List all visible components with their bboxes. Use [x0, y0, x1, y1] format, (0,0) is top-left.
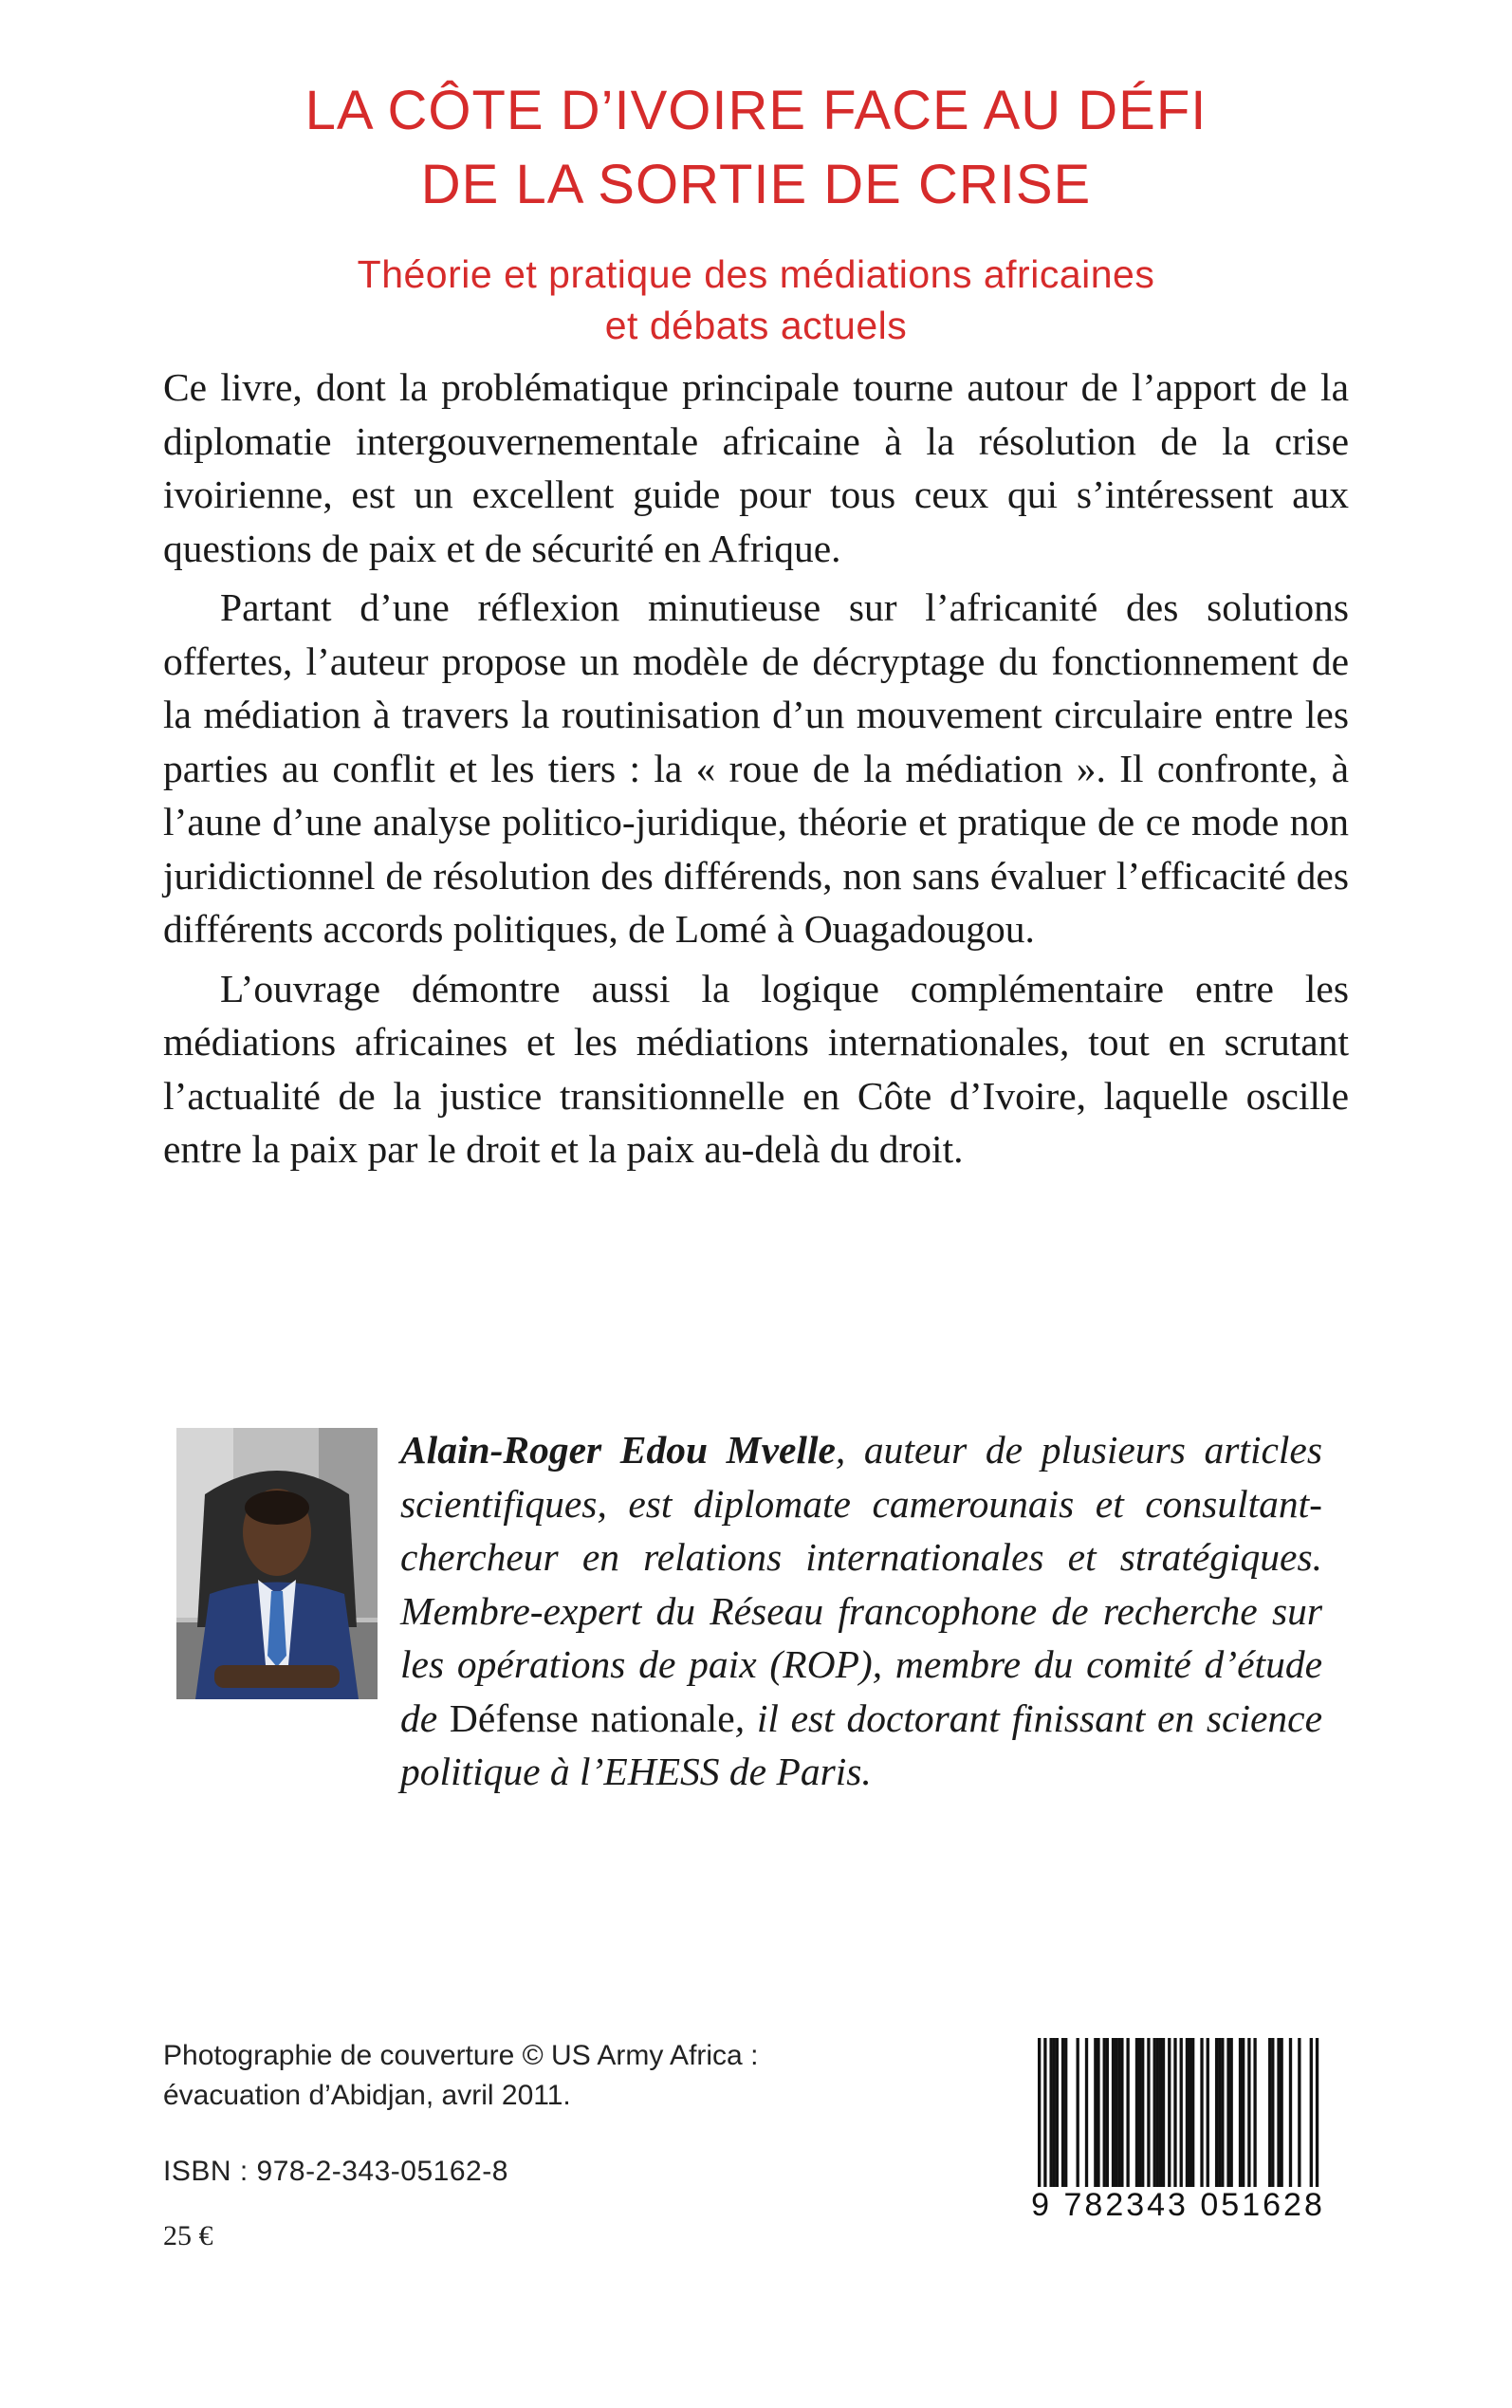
isbn: ISBN : 978-2-343-05162-8: [163, 2156, 508, 2187]
barcode-bar: [1056, 2038, 1059, 2190]
barcode-bar: [1268, 2038, 1271, 2190]
barcode-bar: [1162, 2038, 1165, 2190]
bio-text-2: , il est doctorant finissant en science politique à l’EHESS de Paris.: [400, 1695, 1322, 1793]
barcode-bar: [1135, 2038, 1138, 2190]
title-line-2: DE LA SORTIE DE CRISE: [420, 154, 1092, 215]
barcode-bar: [1316, 2038, 1318, 2209]
barcode-bar: [1097, 2038, 1099, 2190]
barcode-bar: [1038, 2038, 1041, 2209]
barcode-bar: [1310, 2038, 1313, 2209]
price: 25 €: [163, 2220, 213, 2251]
barcode-bar: [1043, 2038, 1046, 2209]
barcode-bar: [1200, 2038, 1203, 2190]
barcode-bar: [1120, 2038, 1123, 2190]
blurb-paragraph-1: Ce livre, dont la problématique principale tourne autour de l’apport de la diplomatie intergouvernementale africaine à la résolution de la crise ivoirienne, est un excellent guide pour tous ceux qui s’intéressent aux questions de paix et de sécurité en Afrique.: [163, 365, 1349, 570]
photo-credit: [163, 2036, 758, 2116]
barcode-bar: [1277, 2038, 1280, 2190]
barcode-bar: [1247, 2038, 1250, 2190]
barcode-bar: [1226, 2038, 1229, 2190]
barcode-bar: [1230, 2038, 1233, 2190]
subtitle-line-1: Théorie et pratique des médiations africaines: [357, 252, 1155, 296]
barcode-bar: [1053, 2038, 1056, 2190]
barcode-bar: [1289, 2038, 1292, 2190]
barcode-bar: [1085, 2038, 1088, 2190]
barcode-bar: [1253, 2038, 1256, 2190]
barcode-bar: [1147, 2038, 1150, 2190]
barcode-bar: [1189, 2038, 1191, 2190]
barcode-bar: [1141, 2038, 1144, 2190]
blurb-paragraph-3: L’ouvrage démontre aussi la logique complémentaire entre les médiations africaines et les médiations internationales, tout en scrutant l’actualité de la justice transitionnelle en Côte d’Ivoire, laquelle oscille entre la paix par le droit et la paix au-delà du droit.: [163, 966, 1349, 1171]
bio-text-upright: Défense nationale: [449, 1695, 735, 1740]
author-name: Alain-Roger Edou Mvelle: [400, 1428, 836, 1472]
barcode-bar: [1077, 2038, 1079, 2190]
barcode-bar: [1218, 2038, 1221, 2190]
barcode-bar: [1094, 2038, 1097, 2190]
barcode-bar: [1153, 2038, 1156, 2190]
barcode-bar: [1242, 2038, 1245, 2190]
barcode-bar: [1173, 2038, 1176, 2209]
barcode-bar: [1271, 2038, 1274, 2190]
barcode-bar: [1106, 2038, 1109, 2190]
barcode-bar: [1280, 2038, 1282, 2190]
barcode-bar: [1103, 2038, 1106, 2190]
barcode-bar: [1049, 2038, 1052, 2190]
author-bio: [163, 1423, 1322, 1799]
subtitle-line-2: et débats actuels: [604, 304, 908, 347]
barcode-bar: [1156, 2038, 1159, 2190]
barcode-bar: [1168, 2038, 1171, 2190]
photo-float-spacer: [163, 1423, 400, 1746]
barcode-bar: [1207, 2038, 1209, 2190]
blurb: [163, 361, 1349, 1182]
barcode-bar: [1117, 2038, 1120, 2190]
barcode-bar: [1215, 2038, 1218, 2190]
book-subtitle: [0, 249, 1512, 351]
blurb-paragraph-2: Partant d’une réflexion minutieuse sur l’africanité des solutions offertes, l’auteur propose un modèle de décryptage du fonctionnement de la médiation à travers la routinisation d’un mouvement circulaire entre les parties au conflit et les tiers : la « roue de la médiation ». Il confronte, à l’aune d’une analyse politico-juridique, théorie et pratique de ce mode non juridictionnel de résolution des différends, non sans évaluer l’efficacité des différents accords politiques, de Lomé à Ouagadougou.: [163, 585, 1349, 951]
barcode-bar: [1221, 2038, 1224, 2190]
barcode-bar: [1191, 2038, 1194, 2190]
barcode-bar: [1138, 2038, 1141, 2190]
barcode-bar: [1115, 2038, 1117, 2190]
barcode-bar: [1126, 2038, 1129, 2190]
bio-text-1: , auteur de plusieurs articles scientifiques, est diplomate camerounais et consultant-chercheur en relations internationales et stratégiques. Membre-expert du Réseau francophone de recherche sur les opérations de paix (ROP), membre du comité d’étude de: [400, 1428, 1323, 1740]
barcode-bar: [1064, 2038, 1067, 2190]
barcode-bar: [1159, 2038, 1162, 2190]
barcode-bar: [1112, 2038, 1115, 2190]
book-title: [0, 74, 1512, 222]
barcode-digits: 9 782343 051628: [1031, 2187, 1325, 2223]
barcode-bar: [1239, 2038, 1242, 2190]
barcode-bar: [1298, 2038, 1300, 2190]
credit-line-2: évacuation d’Abidjan, avril 2011.: [163, 2080, 571, 2111]
barcode-bar: [1061, 2038, 1064, 2190]
title-line-1: LA CÔTE D’IVOIRE FACE AU DÉFI: [304, 80, 1208, 141]
barcode-bar: [1180, 2038, 1183, 2209]
barcode-bar: [1186, 2038, 1189, 2190]
credit-line-1: Photographie de couverture © US Army Africa :: [163, 2040, 759, 2071]
